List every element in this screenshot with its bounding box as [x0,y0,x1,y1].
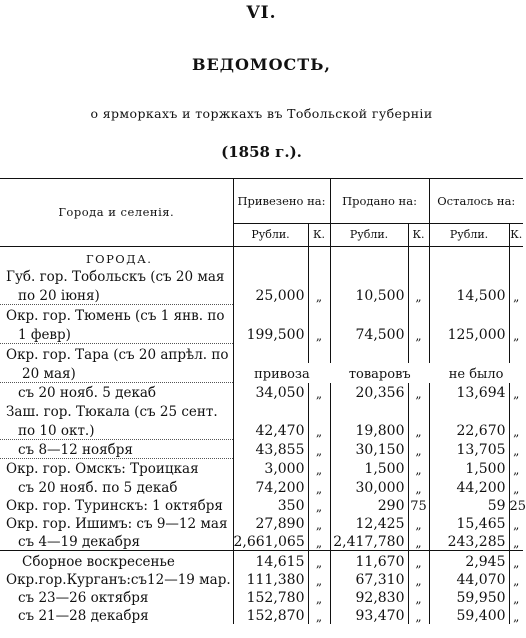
table-row [0,532,523,551]
remaining-rubles: 125,000 [429,324,509,344]
sold-kopecks: „ [408,477,429,496]
brought-rubles: 2,661,065 [233,532,308,551]
remaining-rubles: 59,400 [429,606,509,624]
sold-kopecks: „ [408,532,429,551]
place-name: 1 февр) [0,324,233,344]
remaining-kopecks: „ [509,514,523,532]
remaining-kopecks: „ [509,570,523,588]
remaining-rubles: 15,465 [429,514,509,532]
place-name: съ 23—26 октября [18,590,149,607]
place-name: Окр. гор. Омскъ: Троицкая [6,461,199,478]
sold-kopecks: „ [408,570,429,588]
subheader-rubles: Рубли. [429,224,509,247]
section-row [0,247,523,267]
remaining-rubles: 44,200 [429,477,509,496]
remaining-rubles: 1,500 [429,459,509,478]
no-goods-sold: товаровъ [348,367,411,383]
brought-kopecks: „ [308,285,330,305]
document-subtitle: о ярморкахъ и торжкахъ въ Тобольской губерніи [90,106,433,121]
table-row [0,363,523,383]
remaining-rubles: 59 [429,496,509,514]
table-row [0,496,523,514]
sold-kopecks: 75 [408,496,429,514]
table-row [0,401,523,420]
sold-kopecks: „ [408,588,429,606]
table-row [0,344,523,364]
document-title: ВЕДОМОСТЬ, [192,55,331,74]
remaining-kopecks: „ [509,551,523,571]
no-goods-brought: привоза [254,367,310,383]
subheader-rubles: Рубли. [233,224,308,247]
place-name: 20 мая) [0,363,233,383]
remaining-kopecks: „ [509,420,523,440]
subheader-rubles: Рубли. [330,224,408,247]
place-name: Сборное воскресенье [0,551,233,571]
brought-rubles: 42,470 [233,420,308,440]
brought-rubles: 350 [233,496,308,514]
brought-rubles: 14,615 [233,551,308,571]
sold-rubles: 19,800 [330,420,408,440]
brought-kopecks: „ [308,420,330,440]
place-name: Окр. гор. Туринскъ: 1 октября [6,498,223,515]
table-row [0,606,523,624]
brought-rubles: 25,000 [233,285,308,305]
brought-kopecks: „ [308,496,330,514]
sold-kopecks: „ [408,606,429,624]
place-name: Губ. гор. Тобольскъ (съ 20 мая [6,269,225,286]
remaining-rubles: 243,285 [429,532,509,551]
remaining-rubles: 14,500 [429,285,509,305]
table-row [0,477,523,496]
table-row [0,420,523,440]
brought-kopecks: „ [308,440,330,459]
remaining-kopecks: „ [509,440,523,459]
sold-rubles: 74,500 [330,324,408,344]
place-name: съ 21—28 декабря [18,608,149,625]
place-name: Окр. гор. Тюмень (съ 1 янв. по [6,308,225,325]
remaining-kopecks: „ [509,285,523,305]
place-name: съ 20 нояб. 5 декаб [18,385,157,402]
sold-kopecks: „ [408,440,429,459]
brought-kopecks: „ [308,570,330,588]
place-name: Окр.гор.Курганъ:съ12—19 мар. [6,572,231,589]
sold-rubles: 93,470 [330,606,408,624]
column-header-sold: Продано на: [330,179,429,224]
brought-kopecks: „ [308,459,330,478]
sold-rubles: 11,670 [330,551,408,571]
no-goods-remaining: не было [448,367,504,383]
remaining-rubles: 44,070 [429,570,509,588]
remaining-rubles: 13,694 [429,383,509,402]
table-row [0,570,523,588]
section-number: VI. [246,3,277,23]
sold-rubles: 30,150 [330,440,408,459]
place-name: съ 8—12 ноября [0,440,233,459]
column-header-place: Города и селенія. [0,179,233,247]
brought-kopecks: „ [308,514,330,532]
table-row [0,514,523,532]
sold-kopecks: „ [408,459,429,478]
document-year: (1858 г.). [221,143,302,161]
sold-rubles: 1,500 [330,459,408,478]
sold-kopecks: „ [408,514,429,532]
remaining-kopecks: „ [509,588,523,606]
fairs-table [0,178,526,625]
brought-rubles: 27,890 [233,514,308,532]
brought-kopecks: „ [308,606,330,624]
table-row [0,266,523,285]
no-goods-note [233,363,523,383]
place-name: съ 4—19 декабря [18,534,141,551]
brought-rubles: 34,050 [233,383,308,402]
table-row [0,285,523,305]
remaining-rubles: 2,945 [429,551,509,571]
place-name: по 20 іюня) [0,285,233,305]
sold-rubles: 290 [330,496,408,514]
place-name: Заш. гор. Тюкала (съ 25 сент. [6,404,218,421]
place-name: Окр. гор. Тара (съ 20 апрѣл. по [6,347,229,364]
remaining-kopecks: „ [509,383,523,402]
brought-rubles: 43,855 [233,440,308,459]
table-header-row [0,179,523,224]
brought-kopecks: „ [308,551,330,571]
table-row [0,324,523,344]
table-row [0,588,523,606]
sold-rubles: 92,830 [330,588,408,606]
brought-kopecks: „ [308,588,330,606]
remaining-rubles: 59,950 [429,588,509,606]
table-row [0,440,523,459]
sold-rubles: 30,000 [330,477,408,496]
place-name: съ 20 нояб. по 5 декаб [18,480,178,497]
brought-rubles: 3,000 [233,459,308,478]
table-row [0,383,523,402]
remaining-kopecks: „ [509,606,523,624]
sold-rubles: 2,417,780 [330,532,408,551]
remaining-kopecks: „ [509,324,523,344]
table-row [0,459,523,478]
remaining-kopecks: „ [509,477,523,496]
sold-rubles: 20,356 [330,383,408,402]
brought-rubles: 74,200 [233,477,308,496]
place-name: по 10 окт.) [0,420,233,440]
table-row [0,305,523,325]
remaining-kopecks: „ [509,459,523,478]
remaining-rubles: 22,670 [429,420,509,440]
sold-rubles: 10,500 [330,285,408,305]
column-header-brought: Привезено на: [233,179,330,224]
brought-rubles: 152,870 [233,606,308,624]
place-name: Окр. гор. Ишимъ: съ 9—12 мая [6,516,228,533]
brought-kopecks: „ [308,477,330,496]
remaining-kopecks: 25 [509,496,523,514]
brought-kopecks: „ [308,324,330,344]
sold-kopecks: „ [408,420,429,440]
sold-rubles: 12,425 [330,514,408,532]
table-row [0,551,523,571]
sold-rubles: 67,310 [330,570,408,588]
sold-kopecks: „ [408,285,429,305]
brought-rubles: 111,380 [233,570,308,588]
remaining-rubles: 13,705 [429,440,509,459]
sold-kopecks: „ [408,383,429,402]
brought-rubles: 199,500 [233,324,308,344]
sold-kopecks: „ [408,551,429,571]
brought-rubles: 152,780 [233,588,308,606]
subheader-kopecks: К. [509,224,523,247]
subheader-kopecks: К. [308,224,330,247]
brought-kopecks: „ [308,532,330,551]
section-label: ГОРОДА. [86,252,153,267]
brought-kopecks: „ [308,383,330,402]
remaining-kopecks: „ [509,532,523,551]
subheader-kopecks: К. [408,224,429,247]
column-header-remaining: Осталось на: [429,179,523,224]
sold-kopecks: „ [408,324,429,344]
